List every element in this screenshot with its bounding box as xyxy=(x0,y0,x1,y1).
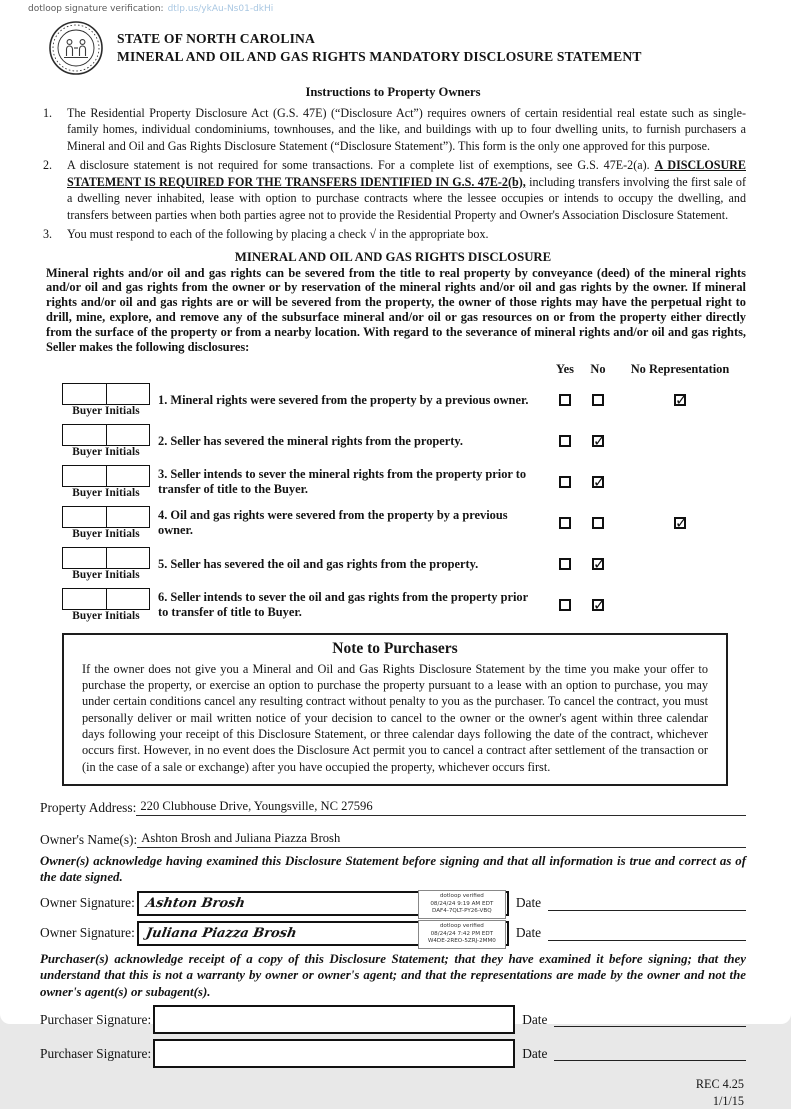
stamp-code: DAF4-7QLT-PY26-VBQ xyxy=(432,907,492,914)
owner-signature-1: Ashton Brosh xyxy=(144,895,246,911)
owner-names-row xyxy=(40,831,746,848)
checkbox-q5-yes[interactable] xyxy=(559,558,571,570)
instruction-number: 3. xyxy=(43,227,53,242)
checkbox-q2-yes[interactable] xyxy=(559,435,571,447)
purchaser-acknowledgment-text: Purchaser(s) acknowledge receipt of a copy of this Disclosure Statement; that they have examined it before signing; that they understand that this is not a warranty by owner or owner's agent; and that the representations are made by the owner and not the owner's agent(s) or subagent(s). xyxy=(40,951,746,999)
owner-names-label: Owner's Name(s): xyxy=(40,831,138,847)
column-header-yes: Yes xyxy=(556,361,574,376)
table-row xyxy=(40,422,746,461)
purchaser-signature-row-2 xyxy=(40,1039,746,1068)
stamp-timestamp: 08/24/24 9:19 AM EDT xyxy=(430,900,494,907)
question-text-q4: 4. Oil and gas rights were severed from the property by a previous owner. xyxy=(158,508,508,538)
form-header xyxy=(48,20,746,76)
instruction-number: 1. xyxy=(43,106,53,120)
form-title: MINERAL AND OIL AND GAS RIGHTS MANDATORY DISCLOSURE STATEMENT xyxy=(117,49,642,64)
form-footer xyxy=(40,1076,746,1109)
question-text-q3: 3. Seller intends to sever the mineral rights from the property prior to transfer of title to the Buyer. xyxy=(158,467,527,497)
purchaser-date-field-1[interactable] xyxy=(554,1012,746,1027)
owner-names-field[interactable]: Ashton Brosh and Juliana Piazza Brosh xyxy=(137,831,746,848)
instruction-text-continued: including transfers involving the first sale of a dwelling never inhabited, lease with option to purchase contracts where the lessee occupies or intends to occupy the dwelling, and transfers between parties when both parties agree not to provide the Residential Property and Owner's Association Disclosure Statement. xyxy=(67,174,746,222)
buyer-initials-label: Buyer Initials xyxy=(72,610,140,623)
instruction-text: The Residential Property Disclosure Act (G.S. 47E) (“Disclosure Act”) requires owners of certain residential real estate such as single-family homes, individual condominiums, townhouses, and the like, and buildings with up to four dwelling units, to furnish purchasers a Mineral and Oil and Gas Rights Disclosure Statement (“Disclosure Statement”). This form is the only one approved for this purpose. xyxy=(67,106,746,153)
table-row xyxy=(40,504,746,543)
owner-acknowledgment-text: Owner(s) acknowledge having examined this Disclosure Statement before signing and that all information is true and correct as of the date signed. xyxy=(40,853,746,885)
dotloop-verified-stamp-1 xyxy=(418,890,506,919)
checkbox-q5-no[interactable] xyxy=(592,558,604,570)
property-address-field[interactable]: 220 Clubhouse Drive, Youngsville, NC 27596 xyxy=(136,799,746,816)
purchaser-signature-field-2[interactable] xyxy=(153,1039,515,1068)
checkbox-q1-no-representation[interactable] xyxy=(674,394,686,406)
owner-signature-label: Owner Signature: xyxy=(40,925,135,941)
checkbox-q3-yes[interactable] xyxy=(559,476,571,488)
question-text-q1: 1. Mineral rights were severed from the property by a previous owner. xyxy=(158,392,529,407)
owner-date-field-1[interactable] xyxy=(548,896,746,911)
instruction-text: A disclosure statement is not required for some transactions. For a complete list of exemptions, see G.S. 47E-2(a). xyxy=(67,158,655,173)
instruction-item-2 xyxy=(40,157,746,223)
checkbox-q2-no[interactable] xyxy=(592,435,604,447)
disclosure-table xyxy=(40,362,746,625)
purchaser-signature-row-1 xyxy=(40,1005,746,1034)
owner-signature-label: Owner Signature: xyxy=(40,895,135,911)
buyer-initials-field-q6[interactable] xyxy=(62,588,150,622)
question-text-q6: 6. Seller intends to sever the oil and gas rights from the property prior to transfer of title to Buyer. xyxy=(158,590,528,620)
nc-real-estate-commission-seal-icon xyxy=(48,20,104,76)
checkbox-q6-yes[interactable] xyxy=(559,599,571,611)
dotloop-verification-bar xyxy=(0,0,791,14)
purchaser-date-field-2[interactable] xyxy=(554,1046,746,1061)
purchaser-signature-label: Purchaser Signature: xyxy=(40,1045,152,1061)
note-heading: Note to Purchasers xyxy=(332,639,458,657)
instructions-heading: Instructions to Property Owners xyxy=(305,85,481,99)
disclosure-intro-paragraph: Mineral rights and/or oil and gas rights can be severed from the title to real property by conveyance (deed) of the mineral rights and/or oil and gas rights from the owner or by reservation of the mineral rights and/or oil and gas rights by the owner. If mineral rights and/or oil and gas rights are or will be severed from the property, the owner of those rights may have the perpetual right to drill, mine, explore, and remove any of the subsurface mineral and/or oil or gas resources on or from the property either directly from the surface of the property or from a nearby location. With regard to the severance of mineral rights and/or oil and gas rights, Seller makes the following disclosures: xyxy=(46,265,746,354)
stamp-code: W4DE-2REO-5ZRJ-2MM0 xyxy=(427,937,496,944)
purchaser-signature-label: Purchaser Signature: xyxy=(40,1011,152,1027)
column-header-no-representation: No Representation xyxy=(630,361,730,376)
table-row xyxy=(40,381,746,420)
stamp-timestamp: 08/24/24 7:42 PM EDT xyxy=(430,930,494,937)
stamp-verified-text: dotloop verified xyxy=(439,923,484,930)
purchaser-signature-field-1[interactable] xyxy=(153,1005,515,1034)
instruction-emphasis-text: A DISCLOSURE STATEMENT IS REQUIRED FOR THE TRANSFERS IDENTIFIED IN G.S. 47E-2(b), xyxy=(67,158,746,189)
instruction-number: 2. xyxy=(43,158,53,173)
disclosure-table-header xyxy=(40,362,746,377)
instruction-item-1 xyxy=(40,105,746,154)
buyer-initials-label: Buyer Initials xyxy=(72,528,140,541)
checkbox-q4-no[interactable] xyxy=(592,517,604,529)
checkbox-q1-no[interactable] xyxy=(592,394,604,406)
buyer-initials-field-q5[interactable] xyxy=(62,547,150,581)
property-address-row xyxy=(40,799,746,816)
note-to-purchasers-box xyxy=(62,633,728,786)
dotloop-verified-stamp-2 xyxy=(418,920,506,949)
checkbox-q6-no[interactable] xyxy=(592,599,604,611)
verification-label: dotloop signature verification: xyxy=(28,4,164,14)
checkbox-q1-yes[interactable] xyxy=(559,394,571,406)
verification-link[interactable]: dtlp.us/ykAu-Ns01-dkHi xyxy=(167,4,274,14)
buyer-initials-label: Buyer Initials xyxy=(72,446,140,459)
table-row xyxy=(40,586,746,625)
stamp-verified-text: dotloop verified xyxy=(439,893,484,900)
state-title: STATE OF NORTH CAROLINA xyxy=(117,31,315,47)
buyer-initials-label: Buyer Initials xyxy=(72,569,140,582)
buyer-initials-field-q3[interactable] xyxy=(62,465,150,499)
instruction-item-3 xyxy=(40,226,746,242)
note-body: If the owner does not give you a Mineral and Oil and Gas Rights Disclosure Statement by the time you make your offer to purchase the property, or exercise an option to purchase the property pursuant to a lease with an option to purchase, you may under certain conditions cancel any resulting contract without penalty to you as the purchaser. To cancel the contract, you must personally deliver or mail written notice of your decision to cancel to the owner or the owner's agent within three calendar days following your receipt of this Disclosure Statement, or three calendar days following the date of the contract, whichever occurs first. However, in no event does the Disclosure Act permit you to cancel a contract after settlement of the transaction or (in the case of a sale or exchange) after you have occupied the property, whichever occurs first. xyxy=(82,661,708,774)
table-row xyxy=(40,463,746,502)
date-label: Date xyxy=(515,895,542,911)
owner-signature-2: Juliana Piazza Brosh xyxy=(144,925,298,941)
date-label: Date xyxy=(515,925,542,941)
instruction-text: You must respond to each of the following by placing a check √ in the appropriate box. xyxy=(67,227,489,242)
disclosure-section-heading: MINERAL AND OIL AND GAS RIGHTS DISCLOSURE xyxy=(234,249,552,264)
checkbox-q4-no-representation[interactable] xyxy=(674,517,686,529)
owner-signature-row-1 xyxy=(40,891,746,916)
buyer-initials-field-q4[interactable] xyxy=(62,506,150,540)
checkbox-q3-no[interactable] xyxy=(592,476,604,488)
owner-signature-row-2 xyxy=(40,921,746,946)
owner-signature-field-2[interactable] xyxy=(137,921,509,946)
owner-date-field-2[interactable] xyxy=(548,926,746,941)
table-row xyxy=(40,545,746,584)
date-label: Date xyxy=(522,1045,548,1061)
owner-signature-field-1[interactable] xyxy=(137,891,509,916)
date-label: Date xyxy=(522,1011,548,1027)
form-revision-date: 1/1/15 xyxy=(712,1093,744,1108)
buyer-initials-label: Buyer Initials xyxy=(72,487,140,500)
checkbox-q4-yes[interactable] xyxy=(559,517,571,529)
buyer-initials-field-q2[interactable] xyxy=(62,424,150,458)
property-address-label: Property Address: xyxy=(40,799,137,815)
buyer-initials-field-q1[interactable] xyxy=(62,383,150,417)
question-text-q5: 5. Seller has severed the oil and gas rights from the property. xyxy=(158,556,479,571)
buyer-initials-label: Buyer Initials xyxy=(72,405,140,418)
column-header-no: No xyxy=(590,361,606,376)
question-text-q2: 2. Seller has severed the mineral rights from the property. xyxy=(158,433,464,448)
form-number: REC 4.25 xyxy=(695,1077,744,1092)
